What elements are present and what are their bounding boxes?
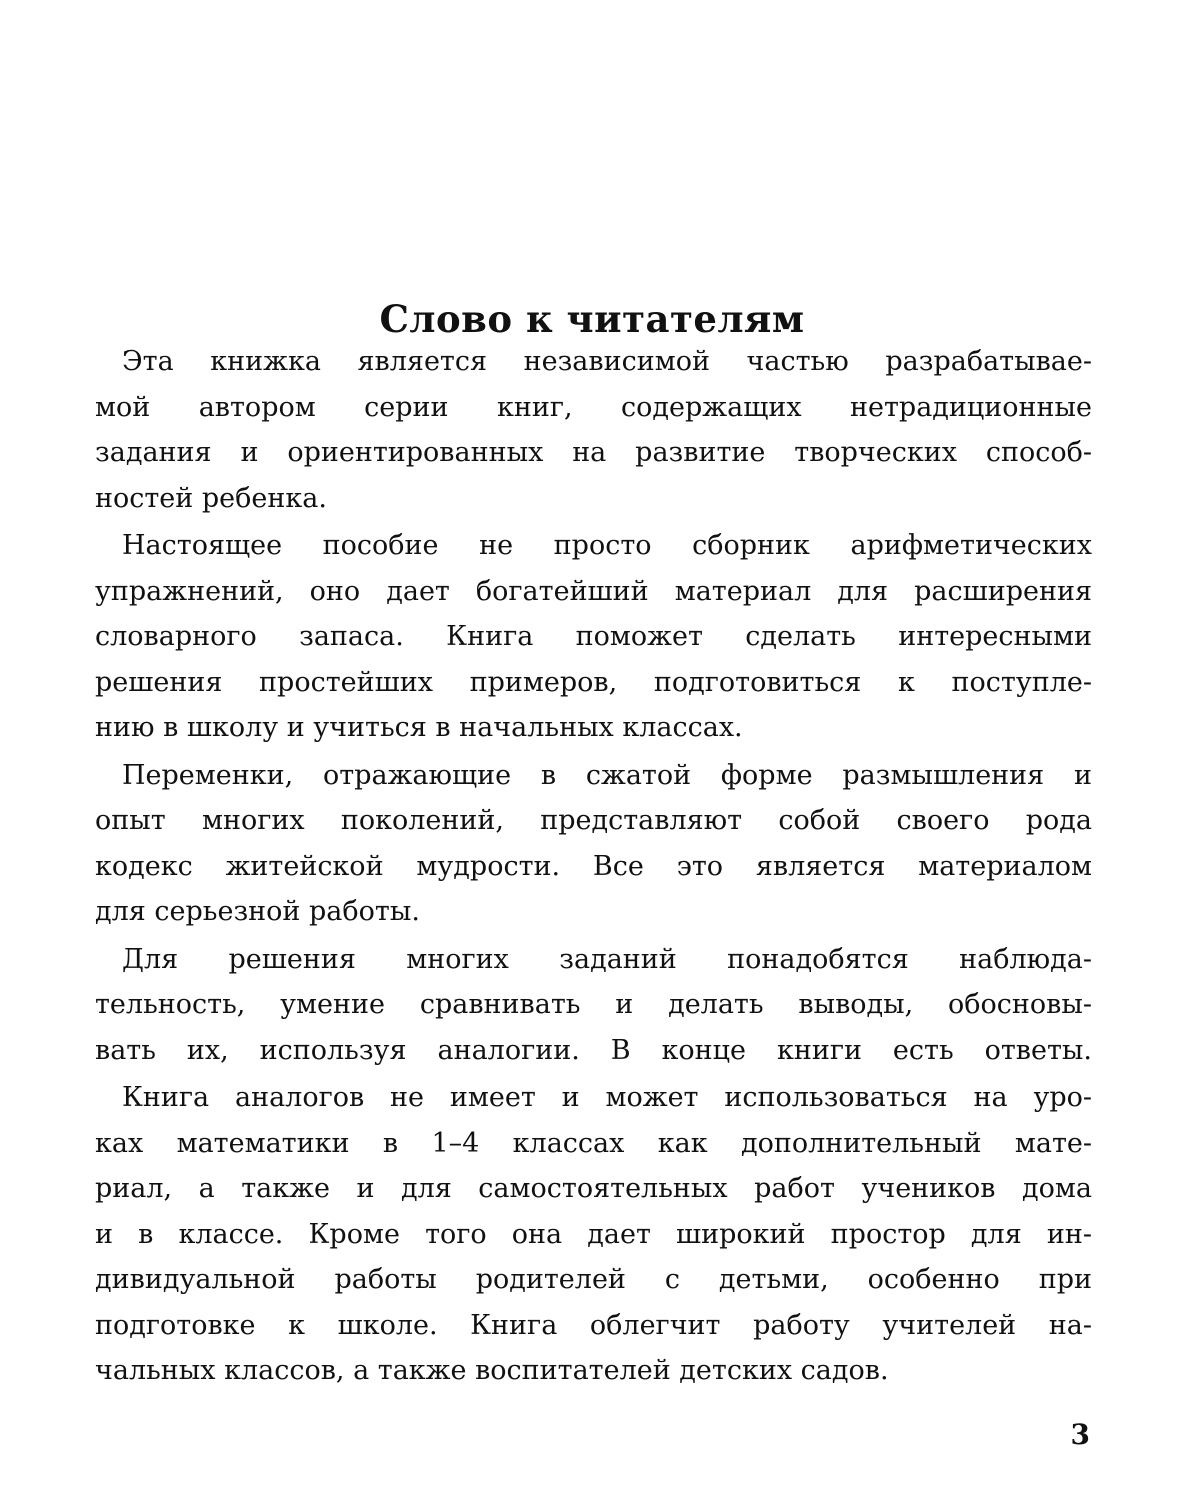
paragraph-2 — [95, 523, 1092, 751]
text-line: тельность, умение сравнивать и делать выводы, обосновы- — [95, 989, 1092, 1020]
page-title: Слово к читателям — [379, 296, 805, 341]
text-line: Переменки, отражающие в сжатой форме размышления и — [122, 759, 1092, 791]
text-line: мой автором серии книг, содержащих нетрадиционные — [95, 391, 1092, 423]
paragraph-5 — [95, 1075, 1092, 1394]
body-text — [95, 339, 1092, 1394]
text-line: Эта книжка является независимой частью разрабатывае- — [122, 346, 1092, 377]
paragraph-1 — [95, 339, 1092, 521]
paragraph-4 — [95, 937, 1092, 1074]
text-line: чальных классов, а также воспитателей детских садов. — [95, 1355, 889, 1386]
text-line: нию в школу и учиться в начальных классах. — [95, 712, 743, 743]
text-line: решения простейших примеров, подготовиться к поступле- — [95, 666, 1092, 698]
text-line: вать их, используя аналогии. В конце книги есть ответы. — [95, 1034, 1092, 1066]
text-line: дивидуальной работы родителей с детьми, особенно при — [95, 1264, 1092, 1295]
paragraph-3 — [95, 753, 1092, 935]
text-line: для серьезной работы. — [95, 896, 420, 927]
text-line: упражнений, оно дает богатейший материал для расширения — [95, 575, 1092, 607]
text-line: ностей ребенка. — [95, 482, 327, 514]
text-line: кодекс житейской мудрости. Все это является материалом — [95, 850, 1092, 882]
text-line: словарного запаса. Книга поможет сделать интересными — [95, 621, 1092, 652]
text-line: ках математики в 1–4 классах как дополнительный мате- — [95, 1127, 1092, 1159]
text-line: Настоящее пособие не просто сборник арифметических — [122, 530, 1092, 561]
page-number: 3 — [1070, 1418, 1090, 1451]
text-line: подготовке к школе. Книга облегчит работу учителей на- — [95, 1309, 1092, 1341]
text-line: риал, а также и для самостоятельных работ учеников дома — [95, 1173, 1092, 1204]
text-line: Для решения многих заданий понадобятся наблюда- — [122, 943, 1092, 975]
text-line: опыт многих поколений, представляют собой своего рода — [95, 805, 1092, 836]
text-line: и в классе. Кроме того она дает широкий простор для ин- — [95, 1218, 1092, 1250]
text-line: Книга аналогов не имеет и может использоваться на уро- — [122, 1082, 1092, 1113]
text-line: задания и ориентированных на развитие творческих способ- — [95, 437, 1092, 468]
